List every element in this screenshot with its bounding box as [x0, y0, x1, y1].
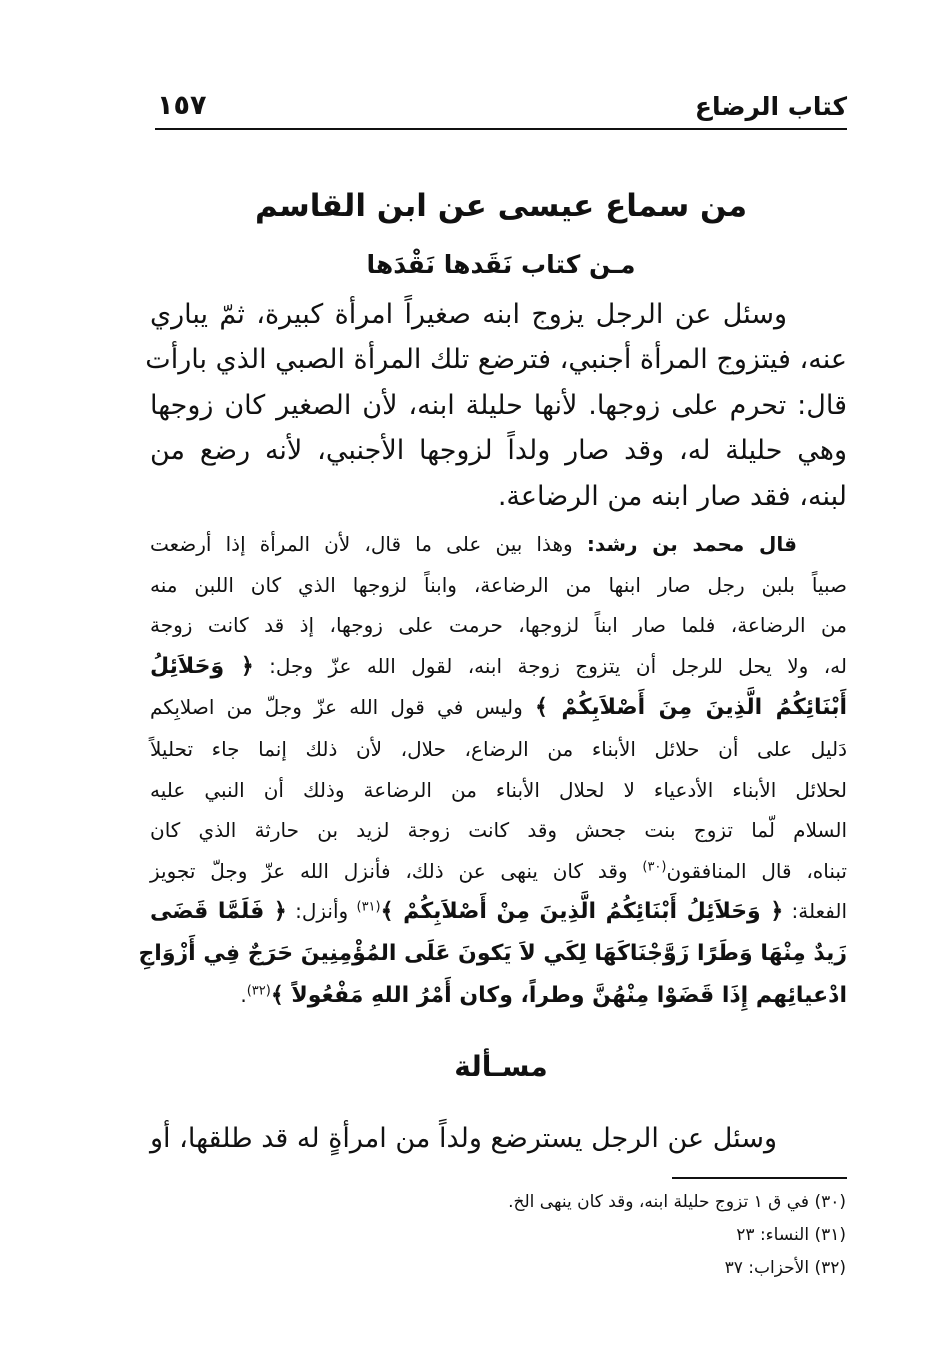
text-line: لبنه، فقد صار ابنه من الرضاعة. — [497, 480, 847, 512]
quran-quote: وكان أَمْرُ اللهِ مَفْعُولاً ﴾ — [270, 982, 513, 1008]
footnote-divider — [672, 1177, 847, 1179]
text-line — [138, 933, 847, 975]
footnotes — [146, 1186, 846, 1285]
text-run: . — [240, 982, 247, 1007]
section-paragraph — [150, 1116, 847, 1161]
chapter-subtitle: مـن كتاب نَقَدها نَقْدَها — [366, 250, 636, 279]
text-line — [150, 891, 847, 933]
masala-paragraph — [145, 292, 847, 519]
chapter-title: من سماع عيسى عن ابن القاسم — [254, 188, 748, 224]
text-line — [150, 524, 847, 565]
text-line: وسئل عن الرجل يزوج ابنه صغيراً امرأة كبيرة، ثمّ يباري — [150, 299, 787, 330]
running-title: كتاب الرضاع — [694, 92, 847, 121]
text-run: وأنزل: — [286, 899, 357, 924]
footnote: (٣٠) في ق ١ تزوج حليلة ابنه، وقد كان ينهى الخ. — [508, 1192, 846, 1212]
footnote-ref: (٣٢) — [246, 982, 271, 998]
quran-quote: زَيدٌ مِنْهَا وَطَرًا زَوَّجْنَاكَهَا لِكَي لاَ يَكونَ عَلَى المُؤْمِنِينَ حَرَجٌ فِي أَزْوَاجِ — [138, 940, 847, 966]
quran-quote: أَبْنَائِكُمُ الَّذِينَ مِنَ أَصْلاَبِكُمْ ﴾ — [534, 695, 847, 721]
text-run: وهذا بين على ما قال، لأن المرأة إذا أرضعت — [150, 532, 587, 556]
footnote-ref: (٣٠) — [642, 859, 667, 875]
text-line: السلام لّما تزوج بنت جحش وقد كانت زوجة لزيد بن حارثة الذي كان — [150, 818, 847, 843]
quran-quote: ﴿ وَحَلاَئِلُ أَبْنَائِكُمُ الَّذِينَ مِنْ أَصْلاَبِكُمْ ﴾ — [380, 899, 784, 925]
running-header — [155, 88, 847, 130]
text-line: لحلائل الأبناء الأدعياء لا لحلال الأبناء من الرضاعة وذلك أن النبي عليه — [150, 777, 847, 802]
quran-quote: ﴿ فَلَمَّا قَضَى — [150, 899, 287, 925]
footnote: (٣٢) الأحزاب: ٣٧ — [724, 1258, 846, 1278]
text-line — [150, 687, 847, 729]
text-run: له، ولا يحل للرجل أن يتزوج زوجة ابنه، لقول الله عزّ وجل: — [253, 653, 847, 678]
text-line: دَليل على أن حلائل الأبناء من الرضاع، حلال، لأن ذلك إنما جاء تحليلاً — [150, 736, 847, 761]
text-run: وقد كان ينهى عن ذلك، فأنزل الله عزّ وجلّ تجويز — [150, 858, 643, 883]
quran-quote: ادْعيائِهم إِذَا قَضَوْا مِنْهُنَّ وطراً، — [512, 982, 847, 1008]
text-line — [150, 975, 847, 1017]
text-line: وسئل عن الرجل يسترضع ولداً من امرأةٍ له قد طلقها، أو — [150, 1123, 777, 1154]
quran-quote: ﴿ وَحَلاَئِلُ — [150, 653, 254, 679]
text-run: وليس في قول الله عزّ وجلّ من اصلابِكم — [150, 695, 535, 720]
text-line: صبياً بلبن رجل صار ابنها من الرضاعة، وابناً لزوجها الذي كان اللبن منه — [150, 572, 847, 597]
section-title: مسـألة — [454, 1050, 548, 1083]
page-number: ١٥٧ — [157, 90, 207, 121]
text-line — [150, 851, 847, 892]
text-line: وهي حليلة له، وقد صار ولداً لزوجها الأجنبي، لأنه رضع من — [150, 435, 847, 467]
commentary-paragraph — [138, 524, 848, 1016]
text-run: تبناه، قال المنافقون — [666, 858, 847, 883]
text-run: الفعلة: — [783, 899, 848, 924]
commentary-speaker: قال محمد بن رشد: — [586, 532, 797, 556]
text-line: عنه، فيتزوج المرأة أجنبي، فترضع تلك المرأة الصبي الذي بارأت — [145, 344, 847, 376]
footnote: (٣١) النساء: ٢٣ — [736, 1225, 846, 1245]
text-line: من الرضاعة، فلما صار ابناً لزوجها، حرمت على زوجها، إذ قد كانت زوجة — [150, 613, 847, 638]
text-line: قال: تحرم على زوجها. لأنها حليلة ابنه، لأن الصغير كان زوجها — [150, 389, 847, 421]
text-line — [150, 646, 847, 688]
footnote-ref: (٣١) — [356, 899, 381, 915]
